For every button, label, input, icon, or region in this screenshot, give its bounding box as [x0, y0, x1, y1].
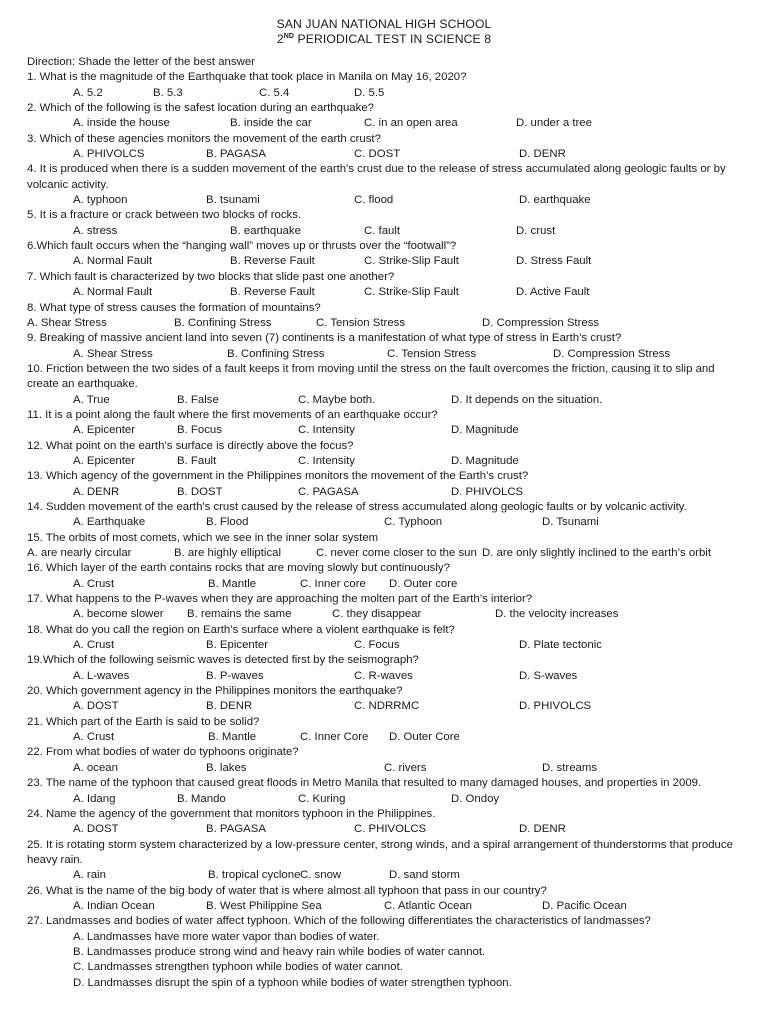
test-title-text: PERIODICAL TEST IN SCIENCE 8: [294, 32, 492, 46]
answer-option[interactable]: D. Outer Core: [389, 731, 460, 744]
answer-option[interactable]: C. Tension Stress: [316, 316, 406, 329]
answer-option[interactable]: A. Crust: [73, 731, 115, 744]
answer-option[interactable]: A. Shear Stress: [73, 347, 153, 360]
answer-option[interactable]: D. Compression Stress: [553, 347, 671, 360]
answer-option[interactable]: A. are nearly circular: [27, 547, 132, 559]
answer-option[interactable]: B. are highly elliptical: [174, 547, 281, 559]
answer-option[interactable]: C. flood: [354, 194, 394, 207]
question-stem: 4. It is produced when there is a sudden movement of the earth's crust due to the release of stress accumulated along geologic faults or by volcanic activity.: [27, 163, 726, 191]
answer-option[interactable]: B. DOST: [177, 485, 223, 498]
answer-option[interactable]: A. Crust: [73, 639, 115, 652]
answer-option[interactable]: D. are only slightly inclined to the earth’s orbit: [482, 547, 711, 559]
question-stem: 18. What do you call the region on Earth’s surface where a violent earthquake is felt?: [27, 623, 455, 636]
answer-option[interactable]: C. Kuring: [298, 792, 346, 805]
answer-option[interactable]: B. remains the same: [187, 608, 292, 621]
test-number: 2: [276, 32, 284, 46]
answer-options-row: [27, 347, 742, 362]
answer-option[interactable]: C. never come closer to the sun: [316, 547, 477, 559]
answer-option[interactable]: D. Magnitude: [451, 454, 519, 467]
answer-option[interactable]: B. False: [177, 393, 219, 406]
answer-option[interactable]: C. PHIVOLCS: [354, 823, 427, 836]
answer-options-row: [27, 638, 742, 653]
answer-options-row: [27, 454, 742, 469]
question-list: [27, 55, 742, 991]
answer-option[interactable]: D. DENR: [519, 823, 566, 836]
answer-option[interactable]: D. PHIVOLCS: [519, 700, 592, 713]
answer-option[interactable]: D. earthquake: [519, 194, 591, 207]
test-title: [0, 32, 768, 47]
answer-option[interactable]: B. tropical cyclone: [208, 869, 301, 882]
answer-option[interactable]: A. PHIVOLCS: [73, 148, 145, 161]
question-stem: 13. Which agency of the government in the Philippines monitors the movement of the Earth’s crust?: [27, 470, 529, 483]
answer-option[interactable]: C. Maybe both.: [298, 393, 376, 406]
question-stem: 12. What point on the earth’s surface is directly above the focus?: [27, 439, 354, 452]
question-stem: 20. Which government agency in the Philippines monitors the earthquake?: [27, 685, 403, 698]
answer-option[interactable]: A. DOST: [73, 700, 119, 713]
answer-option[interactable]: B. P-waves: [206, 669, 264, 682]
school-name: SAN JUAN NATIONAL HIGH SCHOOL: [276, 17, 492, 31]
answer-options-row: [27, 899, 742, 914]
answer-option[interactable]: B. PAGASA: [206, 148, 266, 161]
question-stem: 14. Sudden movement of the earth's crust caused by the release of stress accumulated along geologic faults or by volcanic activity.: [27, 500, 687, 513]
question-stem: 25. It is rotating storm system characterized by a low-pressure center, strong winds, and a spiral arrangement of thunderstorms that produce heavy rain.: [27, 838, 733, 866]
answer-options-row: [27, 822, 742, 837]
answer-options-row: [27, 116, 742, 131]
question-stem: 8. What type of stress causes the formation of mountains?: [27, 301, 321, 314]
answer-options-row: [27, 868, 742, 883]
answer-option[interactable]: C. fault: [364, 224, 401, 237]
answer-options-row: [27, 193, 742, 208]
answer-options-row: [27, 607, 742, 622]
answer-options-row: [27, 792, 742, 807]
answer-option[interactable]: A. rain: [73, 869, 106, 882]
answer-option[interactable]: A. Indian Ocean: [73, 899, 155, 912]
answer-option[interactable]: C. PAGASA: [298, 485, 359, 498]
answer-options-row: [27, 224, 742, 239]
answer-option[interactable]: B. Confining Stress: [174, 316, 272, 329]
answer-options-row: [27, 423, 742, 438]
answer-option[interactable]: D. S-waves: [519, 669, 578, 682]
answer-options-row: [27, 761, 742, 776]
answer-option[interactable]: D. streams: [542, 761, 598, 774]
answer-options-row: [27, 254, 742, 269]
answer-option[interactable]: A. stress: [73, 224, 118, 237]
answer-option[interactable]: C. in an open area: [364, 117, 458, 130]
question-stem: 15. The orbits of most comets, which we see in the inner solar system: [27, 531, 379, 544]
answer-option[interactable]: D. Ondoy: [451, 792, 500, 805]
question-stem: 2. Which of the following is the safest location during an earthquake?: [27, 102, 374, 115]
answer-option[interactable]: D. Magnitude: [451, 424, 519, 437]
answer-option[interactable]: C. Inner core: [300, 577, 366, 590]
direction-text: Direction: Shade the letter of the best answer: [27, 56, 255, 68]
question-stem: 1. What is the magnitude of the Earthquake that took place in Manila on May 16, 2020?: [27, 71, 467, 84]
question-stem: 5. It is a fracture or crack between two blocks of rocks.: [27, 209, 302, 222]
answer-option[interactable]: B. lakes: [206, 761, 247, 774]
answer-option[interactable]: B. Confining Stress: [227, 347, 325, 360]
answer-option[interactable]: C. Tension Stress: [387, 347, 477, 360]
answer-option[interactable]: B. Focus: [177, 424, 222, 437]
answer-options-row: [27, 699, 742, 714]
answer-option[interactable]: C. NDRRMC: [354, 700, 420, 713]
question-stem: 9. Breaking of massive ancient land into seven (7) continents is a manifestation of what type of stress in Earth’s crust?: [27, 332, 622, 345]
question-stem: 26. What is the name of the big body of water that is where almost all typhoon that pass in our country?: [27, 884, 547, 897]
question-stem: 10. Friction between the two sides of a fault keeps it from moving until the stress on the fault overcomes the friction, causing it to slip and create an earthquake.: [27, 362, 715, 391]
answer-option[interactable]: A. Epicenter: [73, 424, 136, 437]
answer-option[interactable]: B. Fault: [177, 454, 217, 467]
answer-option[interactable]: D. sand storm: [389, 869, 460, 882]
test-header: [0, 17, 768, 47]
answer-option[interactable]: C. DOST: [354, 148, 401, 161]
answer-option[interactable]: A. become slower: [73, 608, 164, 621]
answer-option[interactable]: A. Earthquake: [73, 516, 146, 529]
answer-option[interactable]: C. Intensity: [298, 424, 355, 437]
answer-option[interactable]: C. Typhoon: [384, 516, 443, 529]
answer-options-row: [27, 393, 742, 408]
answer-option[interactable]: D. Compression Stress: [482, 316, 600, 329]
answer-option[interactable]: A. L-waves: [73, 669, 130, 682]
answer-option[interactable]: D. Pacific Ocean: [542, 899, 627, 912]
answer-option[interactable]: A. Normal Fault: [73, 255, 153, 268]
answer-option[interactable]: B. Reverse Fault: [230, 255, 315, 268]
answer-option[interactable]: A. ocean: [73, 761, 118, 774]
answer-option[interactable]: A. Landmasses have more water vapor than bodies of water.: [73, 930, 380, 943]
answer-option[interactable]: C. R-waves: [354, 669, 413, 682]
answer-options-row: [27, 577, 742, 592]
answer-option[interactable]: B. inside the car: [230, 117, 312, 130]
answer-option[interactable]: D. crust: [516, 224, 556, 237]
answer-option[interactable]: D. Landmasses disrupt the spin of a typhoon while bodies of water strengthen typhoon.: [73, 976, 512, 989]
question-stem: 16. Which layer of the earth contains rocks that are moving slowly but continuously?: [27, 562, 450, 575]
answer-option[interactable]: B. Landmasses produce strong wind and heavy rain while bodies of water cannot.: [73, 945, 486, 958]
question-stem: 21. Which part of the Earth is said to be solid?: [27, 715, 260, 728]
answer-option[interactable]: B. PAGASA: [206, 823, 266, 836]
answer-options-row: [27, 546, 742, 561]
answer-option[interactable]: D. under a tree: [516, 117, 592, 130]
answer-option[interactable]: D. Plate tectonic: [519, 639, 602, 652]
answer-option[interactable]: B. Mantle: [208, 731, 257, 744]
question-stem: 3. Which of these agencies monitors the movement of the earth crust?: [27, 132, 381, 145]
answer-option[interactable]: C. Focus: [354, 639, 400, 652]
answer-options-row: [27, 147, 742, 162]
answer-option[interactable]: B. earthquake: [230, 224, 301, 237]
answer-option[interactable]: C. rivers: [384, 761, 427, 774]
test-number-suffix: ND: [283, 33, 295, 40]
answer-option[interactable]: C. Intensity: [298, 454, 355, 467]
question-stem: 7. Which fault is characterized by two blocks that slide past one another?: [27, 270, 395, 283]
answer-options-row: [27, 669, 742, 684]
answer-option[interactable]: A. DENR: [73, 485, 120, 498]
answer-option[interactable]: D. Outer core: [389, 577, 458, 590]
question-stem: 17. What happens to the P-waves when they are approaching the molten part of the Earth’s interior?: [27, 593, 533, 606]
answer-option[interactable]: D. 5.5: [354, 86, 385, 99]
answer-option[interactable]: D. DENR: [519, 148, 566, 161]
answer-options-row: [27, 515, 742, 530]
answer-option[interactable]: A. Epicenter: [73, 454, 136, 467]
answer-options-row: [27, 86, 742, 101]
answer-option[interactable]: C. Atlantic Ocean: [384, 899, 473, 912]
answer-option[interactable]: D. It depends on the situation.: [451, 393, 603, 406]
answer-option[interactable]: D. the velocity increases: [495, 608, 619, 621]
answer-option[interactable]: B. West Philippine Sea: [206, 899, 322, 912]
answer-option[interactable]: A. 5.2: [73, 86, 103, 99]
answer-option[interactable]: C. Landmasses strengthen typhoon while bodies of water cannot.: [73, 961, 403, 974]
answer-option[interactable]: A. Shear Stress: [27, 316, 107, 329]
answer-option[interactable]: B. Flood: [206, 516, 249, 529]
answer-option[interactable]: D. PHIVOLCS: [451, 485, 524, 498]
answer-options-row: [27, 285, 742, 300]
answer-option[interactable]: A. typhoon: [73, 194, 128, 207]
answer-option[interactable]: B. Mando: [177, 792, 226, 805]
answer-option[interactable]: A. Idang: [73, 792, 116, 805]
question-stem: 6.Which fault occurs when the “hanging wall” moves up or thrusts over the “footwall”?: [27, 240, 457, 253]
question-stem: 24. Name the agency of the government that monitors typhoon in the Philippines.: [27, 807, 436, 820]
answer-option[interactable]: B. tsunami: [206, 194, 260, 207]
answer-options-row: [27, 730, 742, 745]
answer-option[interactable]: B. Epicenter: [206, 639, 269, 652]
answer-option[interactable]: B. Mantle: [208, 577, 257, 590]
question-stem: 27. Landmasses and bodies of water affect typhoon. Which of the following differentiates the characteristics of landmasses?: [27, 915, 651, 928]
answer-option[interactable]: A. inside the house: [73, 117, 170, 130]
question-stem: 22. From what bodies of water do typhoons originate?: [27, 746, 299, 759]
answer-option[interactable]: C. Strike-Slip Fault: [364, 286, 459, 299]
answer-option[interactable]: C. Strike-Slip Fault: [364, 255, 459, 268]
answer-option[interactable]: A. DOST: [73, 823, 119, 836]
answer-option[interactable]: C. 5.4: [259, 86, 290, 99]
answer-option[interactable]: B. DENR: [206, 700, 253, 713]
answer-options-row: [27, 316, 742, 331]
answer-option[interactable]: B. Reverse Fault: [230, 286, 315, 299]
answer-option[interactable]: D. Stress Fault: [516, 255, 592, 268]
answer-option[interactable]: A. True: [73, 393, 110, 406]
answer-option[interactable]: A. Crust: [73, 577, 115, 590]
answer-option[interactable]: B. 5.3: [153, 86, 183, 99]
answer-option[interactable]: D. Active Fault: [516, 286, 590, 299]
question-stem: 11. It is a point along the fault where the first movements of an earthquake occur?: [27, 408, 438, 421]
answer-option[interactable]: C. Inner Core: [300, 731, 369, 744]
answer-option[interactable]: C. they disappear: [332, 608, 422, 621]
question-stem: 19.Which of the following seismic waves is detected first by the seismograph?: [27, 654, 419, 667]
answer-option[interactable]: D. Tsunami: [542, 516, 599, 529]
answer-option[interactable]: C. snow: [300, 869, 342, 882]
question-stem: 23. The name of the typhoon that caused great floods in Metro Manila that resulted to many damaged houses, and properties in 2009.: [27, 777, 702, 790]
answer-options-row: [27, 485, 742, 500]
answer-option[interactable]: A. Normal Fault: [73, 286, 153, 299]
